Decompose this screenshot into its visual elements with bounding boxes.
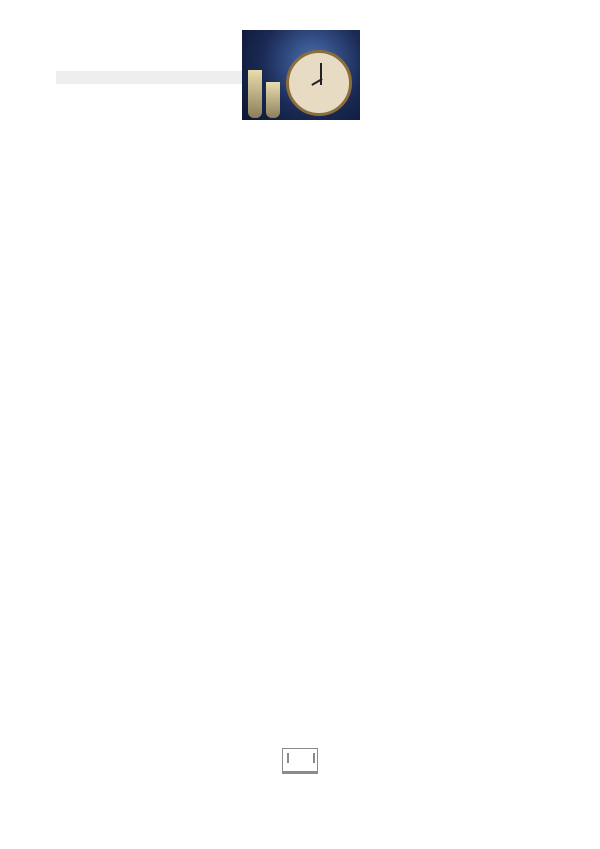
star-border-right	[562, 0, 584, 849]
header-grey-bar	[56, 71, 260, 84]
star-border-top	[0, 4, 600, 26]
clock-icon	[286, 50, 352, 116]
new-year-image	[242, 30, 360, 120]
clock-hand	[320, 63, 322, 85]
star-border-bottom	[0, 823, 600, 845]
hotel-emblem-icon	[282, 748, 318, 774]
champagne-glass-icon	[248, 70, 262, 118]
star-border-left	[24, 0, 46, 849]
champagne-glass-icon	[266, 82, 280, 118]
hotel-logo	[255, 748, 345, 794]
